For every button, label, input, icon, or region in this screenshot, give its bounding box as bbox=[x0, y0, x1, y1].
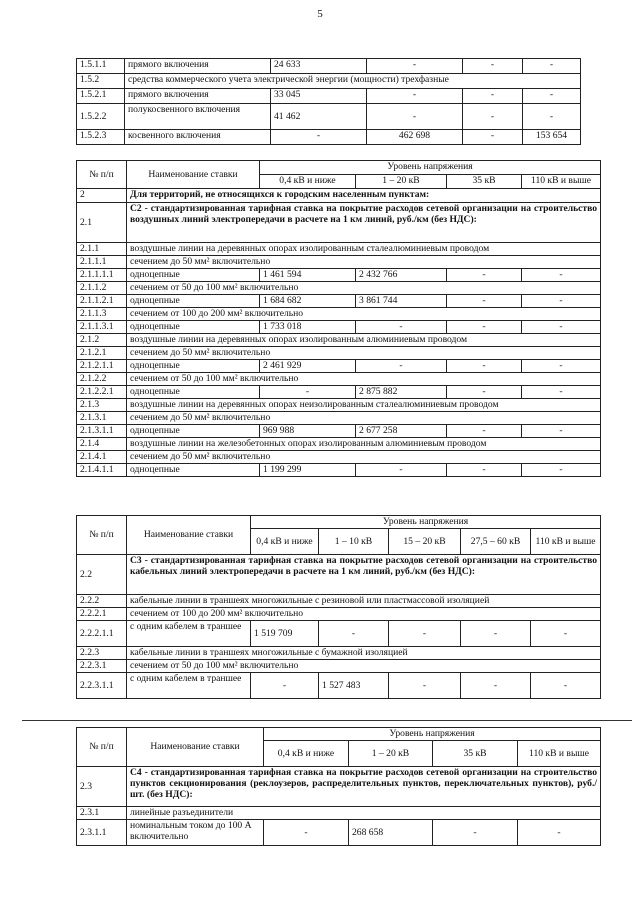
value-cell: 3 861 744 bbox=[356, 295, 447, 308]
table-row bbox=[77, 74, 581, 89]
group-name: кабельные линии в траншеях многожильные с резиновой или пластмассовой изоляцией bbox=[127, 595, 601, 608]
table-row bbox=[77, 130, 581, 145]
group-name: сечением до 50 мм² включительно bbox=[127, 347, 601, 360]
row-number: 2.1.3.1 bbox=[77, 412, 127, 425]
value-cell: - bbox=[447, 295, 522, 308]
value-cell: - bbox=[251, 673, 319, 699]
rate-name: с одним кабелем в траншее bbox=[127, 673, 251, 699]
value-cell: 2 432 766 bbox=[356, 269, 447, 282]
value-cell: - bbox=[447, 269, 522, 282]
value-cell: - bbox=[523, 89, 581, 104]
separator-line bbox=[22, 720, 632, 721]
value-cell: - bbox=[518, 820, 601, 846]
group-name: сечением до 50 мм² включительно bbox=[127, 451, 601, 464]
row-number: 2.1.2.1.1 bbox=[77, 360, 127, 373]
table-row bbox=[77, 660, 601, 673]
col-header-voltage: 35 кВ bbox=[433, 741, 518, 767]
value-cell: - bbox=[356, 360, 447, 373]
value-cell: - bbox=[463, 59, 523, 74]
table-row bbox=[77, 595, 601, 608]
rate-name: прямого включения bbox=[125, 59, 271, 74]
value-cell: - bbox=[522, 425, 601, 438]
value-cell: - bbox=[389, 621, 461, 647]
col-header-voltage: 0,4 кВ и ниже bbox=[260, 175, 356, 189]
row-number: 2.2.2 bbox=[77, 595, 127, 608]
row-number: 2.1.3 bbox=[77, 399, 127, 412]
group-name: воздушные линии на деревянных опорах изолированным сталеалюминиевым проводом bbox=[127, 243, 601, 256]
table-header-row bbox=[77, 728, 601, 741]
group-name: сечением до 50 мм² включительно bbox=[127, 412, 601, 425]
row-number: 2.2.2.1 bbox=[77, 608, 127, 621]
table-row bbox=[77, 89, 581, 104]
table-row bbox=[77, 203, 601, 243]
table-row bbox=[77, 425, 601, 438]
value-cell: - bbox=[447, 360, 522, 373]
value-cell: - bbox=[260, 386, 356, 399]
row-number: 2.1.4 bbox=[77, 438, 127, 451]
value-cell: - bbox=[463, 89, 523, 104]
table-row bbox=[77, 104, 581, 130]
value-cell: 153 654 bbox=[523, 130, 581, 145]
table-row bbox=[77, 243, 601, 256]
col-header-voltage: 1 – 20 кВ bbox=[356, 175, 447, 189]
rate-name: полукосвенного включения bbox=[125, 104, 271, 130]
row-number: 2.1.1.1.1 bbox=[77, 269, 127, 282]
value-cell: - bbox=[523, 59, 581, 74]
value-cell: - bbox=[447, 386, 522, 399]
table-row bbox=[77, 347, 601, 360]
table-row bbox=[77, 412, 601, 425]
row-number: 2.1.4.1.1 bbox=[77, 464, 127, 477]
value-cell: - bbox=[522, 295, 601, 308]
table-c3-cable-lines bbox=[76, 515, 601, 699]
row-number: 2.1.1.1 bbox=[77, 256, 127, 269]
col-header-voltage: 35 кВ bbox=[447, 175, 522, 189]
row-number: 2.1.1.2 bbox=[77, 282, 127, 295]
row-number: 2.1.3.1.1 bbox=[77, 425, 127, 438]
value-cell: 1 527 483 bbox=[319, 673, 389, 699]
rate-name: одноцепные bbox=[127, 321, 260, 334]
row-number: 2.1.1.3.1 bbox=[77, 321, 127, 334]
col-header-voltage: 0,4 кВ и ниже bbox=[251, 529, 319, 555]
table-c4-sectioning-points bbox=[76, 727, 601, 846]
value-cell: - bbox=[522, 386, 601, 399]
rate-name: одноцепные bbox=[127, 386, 260, 399]
value-cell: - bbox=[522, 269, 601, 282]
col-header-voltage: 0,4 кВ и ниже bbox=[264, 741, 349, 767]
col-header-voltage: 110 кВ и выше bbox=[522, 175, 601, 189]
group-name: линейные разъединители bbox=[127, 807, 601, 820]
table-row bbox=[77, 621, 601, 647]
rate-name: одноцепные bbox=[127, 295, 260, 308]
table-row bbox=[77, 373, 601, 386]
group-name: сечением от 50 до 100 мм² включительно bbox=[127, 282, 601, 295]
table-row bbox=[77, 767, 601, 807]
rate-name: с одним кабелем в траншее bbox=[127, 621, 251, 647]
value-cell: - bbox=[433, 820, 518, 846]
col-header-number: № п/п bbox=[77, 728, 127, 767]
table-row bbox=[77, 282, 601, 295]
col-header-voltage: 27,5 – 60 кВ bbox=[461, 529, 531, 555]
row-number: 1.5.2.3 bbox=[77, 130, 125, 145]
col-header-voltage-level: Уровень напряжения bbox=[264, 728, 601, 741]
row-number: 2.2.3.1 bbox=[77, 660, 127, 673]
col-header-voltage: 110 кВ и выше bbox=[518, 741, 601, 767]
value-cell: 2 875 882 bbox=[356, 386, 447, 399]
row-number: 2.2.2.1.1 bbox=[77, 621, 127, 647]
row-number: 2.1.2.2 bbox=[77, 373, 127, 386]
value-cell: 462 698 bbox=[367, 130, 463, 145]
value-cell: - bbox=[531, 621, 601, 647]
rate-name: одноцепные bbox=[127, 360, 260, 373]
row-number: 2 bbox=[77, 189, 127, 203]
group-name: сечением до 50 мм² включительно bbox=[127, 256, 601, 269]
value-cell: - bbox=[522, 464, 601, 477]
table-row bbox=[77, 820, 601, 846]
rate-title: С4 - стандартизированная тарифная ставка на покрытие расходов сетевой организации на строительство пунктов секционирования (реклоузеров, распределительных пунктов, переключательных пунктов), руб./шт. (без НДС): bbox=[127, 767, 601, 807]
group-name: сечением от 100 до 200 мм² включительно bbox=[127, 608, 601, 621]
row-number: 1.5.2.1 bbox=[77, 89, 125, 104]
row-number: 2.1.1.2.1 bbox=[77, 295, 127, 308]
table-row bbox=[77, 295, 601, 308]
group-name: сечением от 50 до 100 мм² включительно bbox=[127, 660, 601, 673]
table-row bbox=[77, 59, 581, 74]
table-header-row bbox=[77, 161, 601, 175]
value-cell: - bbox=[271, 130, 367, 145]
col-header-number: № п/п bbox=[77, 161, 127, 189]
table-row bbox=[77, 807, 601, 820]
value-cell: 2 677 258 bbox=[356, 425, 447, 438]
rate-name: одноцепные bbox=[127, 425, 260, 438]
row-number: 1.5.2.2 bbox=[77, 104, 125, 130]
col-header-voltage-level: Уровень напряжения bbox=[260, 161, 601, 175]
value-cell: - bbox=[389, 673, 461, 699]
value-cell: 1 684 682 bbox=[260, 295, 356, 308]
row-number: 2.3.1.1 bbox=[77, 820, 127, 846]
value-cell: 2 461 929 bbox=[260, 360, 356, 373]
col-header-voltage: 110 кВ и выше bbox=[531, 529, 601, 555]
value-cell: 268 658 bbox=[349, 820, 433, 846]
value-cell: 1 199 299 bbox=[260, 464, 356, 477]
table-row bbox=[77, 308, 601, 321]
value-cell: 1 733 018 bbox=[260, 321, 356, 334]
value-cell: 1 519 709 bbox=[251, 621, 319, 647]
col-header-voltage: 15 – 20 кВ bbox=[389, 529, 461, 555]
value-cell: - bbox=[461, 621, 531, 647]
col-header-voltage: 1 – 20 кВ bbox=[349, 741, 433, 767]
col-header-name: Наименование ставки bbox=[127, 728, 264, 767]
value-cell: - bbox=[319, 621, 389, 647]
value-cell: - bbox=[367, 104, 463, 130]
table-c2-overhead-lines bbox=[76, 160, 601, 477]
value-cell: 969 988 bbox=[260, 425, 356, 438]
value-cell: - bbox=[463, 130, 523, 145]
value-cell: 24 633 bbox=[271, 59, 367, 74]
value-cell: - bbox=[522, 360, 601, 373]
rate-name: прямого включения bbox=[125, 89, 271, 104]
value-cell: - bbox=[356, 464, 447, 477]
value-cell: 33 045 bbox=[271, 89, 367, 104]
value-cell: - bbox=[463, 104, 523, 130]
group-name: воздушные линии на деревянных опорах неизолированным сталеалюминиевым проводом bbox=[127, 399, 601, 412]
row-number: 2.3.1 bbox=[77, 807, 127, 820]
table-header-row bbox=[77, 516, 601, 529]
col-header-number: № п/п bbox=[77, 516, 127, 555]
rate-name: косвенного включения bbox=[125, 130, 271, 145]
table-row bbox=[77, 555, 601, 595]
value-cell: - bbox=[447, 425, 522, 438]
row-number: 2.3 bbox=[77, 767, 127, 807]
row-number: 2.2.3.1.1 bbox=[77, 673, 127, 699]
col-header-voltage-level: Уровень напряжения bbox=[251, 516, 601, 529]
col-header-voltage: 1 – 10 кВ bbox=[319, 529, 389, 555]
value-cell: - bbox=[461, 673, 531, 699]
value-cell: 1 461 594 bbox=[260, 269, 356, 282]
row-number: 2.1.4.1 bbox=[77, 451, 127, 464]
table-row bbox=[77, 189, 601, 203]
table-row bbox=[77, 647, 601, 660]
row-number: 1.5.1.1 bbox=[77, 59, 125, 74]
table-row bbox=[77, 386, 601, 399]
group-name: сечением от 50 до 100 мм² включительно bbox=[127, 373, 601, 386]
value-cell: - bbox=[522, 321, 601, 334]
value-cell: - bbox=[356, 321, 447, 334]
table-row bbox=[77, 673, 601, 699]
table-row bbox=[77, 269, 601, 282]
row-number: 2.1.1 bbox=[77, 243, 127, 256]
group-name: воздушные линии на железобетонных опорах изолированным алюминиевым проводом bbox=[127, 438, 601, 451]
value-cell: - bbox=[367, 59, 463, 74]
rate-name: одноцепные bbox=[127, 269, 260, 282]
value-cell: - bbox=[447, 321, 522, 334]
table-row bbox=[77, 451, 601, 464]
table-row bbox=[77, 360, 601, 373]
rate-name: номинальным током до 100 А включительно bbox=[127, 820, 264, 846]
table-row bbox=[77, 438, 601, 451]
value-cell: - bbox=[523, 104, 581, 130]
row-number: 2.2 bbox=[77, 555, 127, 595]
table-metering-continuation bbox=[76, 58, 581, 145]
value-cell: 41 462 bbox=[271, 104, 367, 130]
value-cell: - bbox=[531, 673, 601, 699]
group-name: кабельные линии в траншеях многожильные с бумажной изоляцией bbox=[127, 647, 601, 660]
group-name: сечением от 100 до 200 мм² включительно bbox=[127, 308, 601, 321]
value-cell: - bbox=[447, 464, 522, 477]
rate-title: С3 - стандартизированная тарифная ставка на покрытие расходов сетевой организации на строительство кабельных линий электропередачи в расчете на 1 км линий, руб./км (без НДС): bbox=[127, 555, 601, 595]
page-number: 5 bbox=[317, 8, 323, 20]
row-number: 1.5.2 bbox=[77, 74, 125, 89]
row-number: 2.1 bbox=[77, 203, 127, 243]
table-row bbox=[77, 399, 601, 412]
table-row bbox=[77, 321, 601, 334]
value-cell: - bbox=[367, 89, 463, 104]
col-header-name: Наименование ставки bbox=[127, 516, 251, 555]
table-row bbox=[77, 256, 601, 269]
row-number: 2.1.2.2.1 bbox=[77, 386, 127, 399]
row-number: 2.1.1.3 bbox=[77, 308, 127, 321]
value-cell: - bbox=[264, 820, 349, 846]
table-row bbox=[77, 464, 601, 477]
row-number: 2.1.2.1 bbox=[77, 347, 127, 360]
row-number: 2.1.2 bbox=[77, 334, 127, 347]
section-heading: Для территорий, не относящихся к городским населенным пунктам: bbox=[127, 189, 601, 203]
group-name: воздушные линии на деревянных опорах изолированным алюминиевым проводом bbox=[127, 334, 601, 347]
col-header-name: Наименование ставки bbox=[127, 161, 260, 189]
group-name: средства коммерческого учета электрической энергии (мощности) трехфазные bbox=[125, 74, 581, 89]
row-number: 2.2.3 bbox=[77, 647, 127, 660]
table-row bbox=[77, 334, 601, 347]
rate-title: С2 - стандартизированная тарифная ставка на покрытие расходов сетевой организации на строительство воздушных линий электропередачи в расчете на 1 км линий, руб./км (без НДС): bbox=[127, 203, 601, 243]
rate-name: одноцепные bbox=[127, 464, 260, 477]
table-row bbox=[77, 608, 601, 621]
